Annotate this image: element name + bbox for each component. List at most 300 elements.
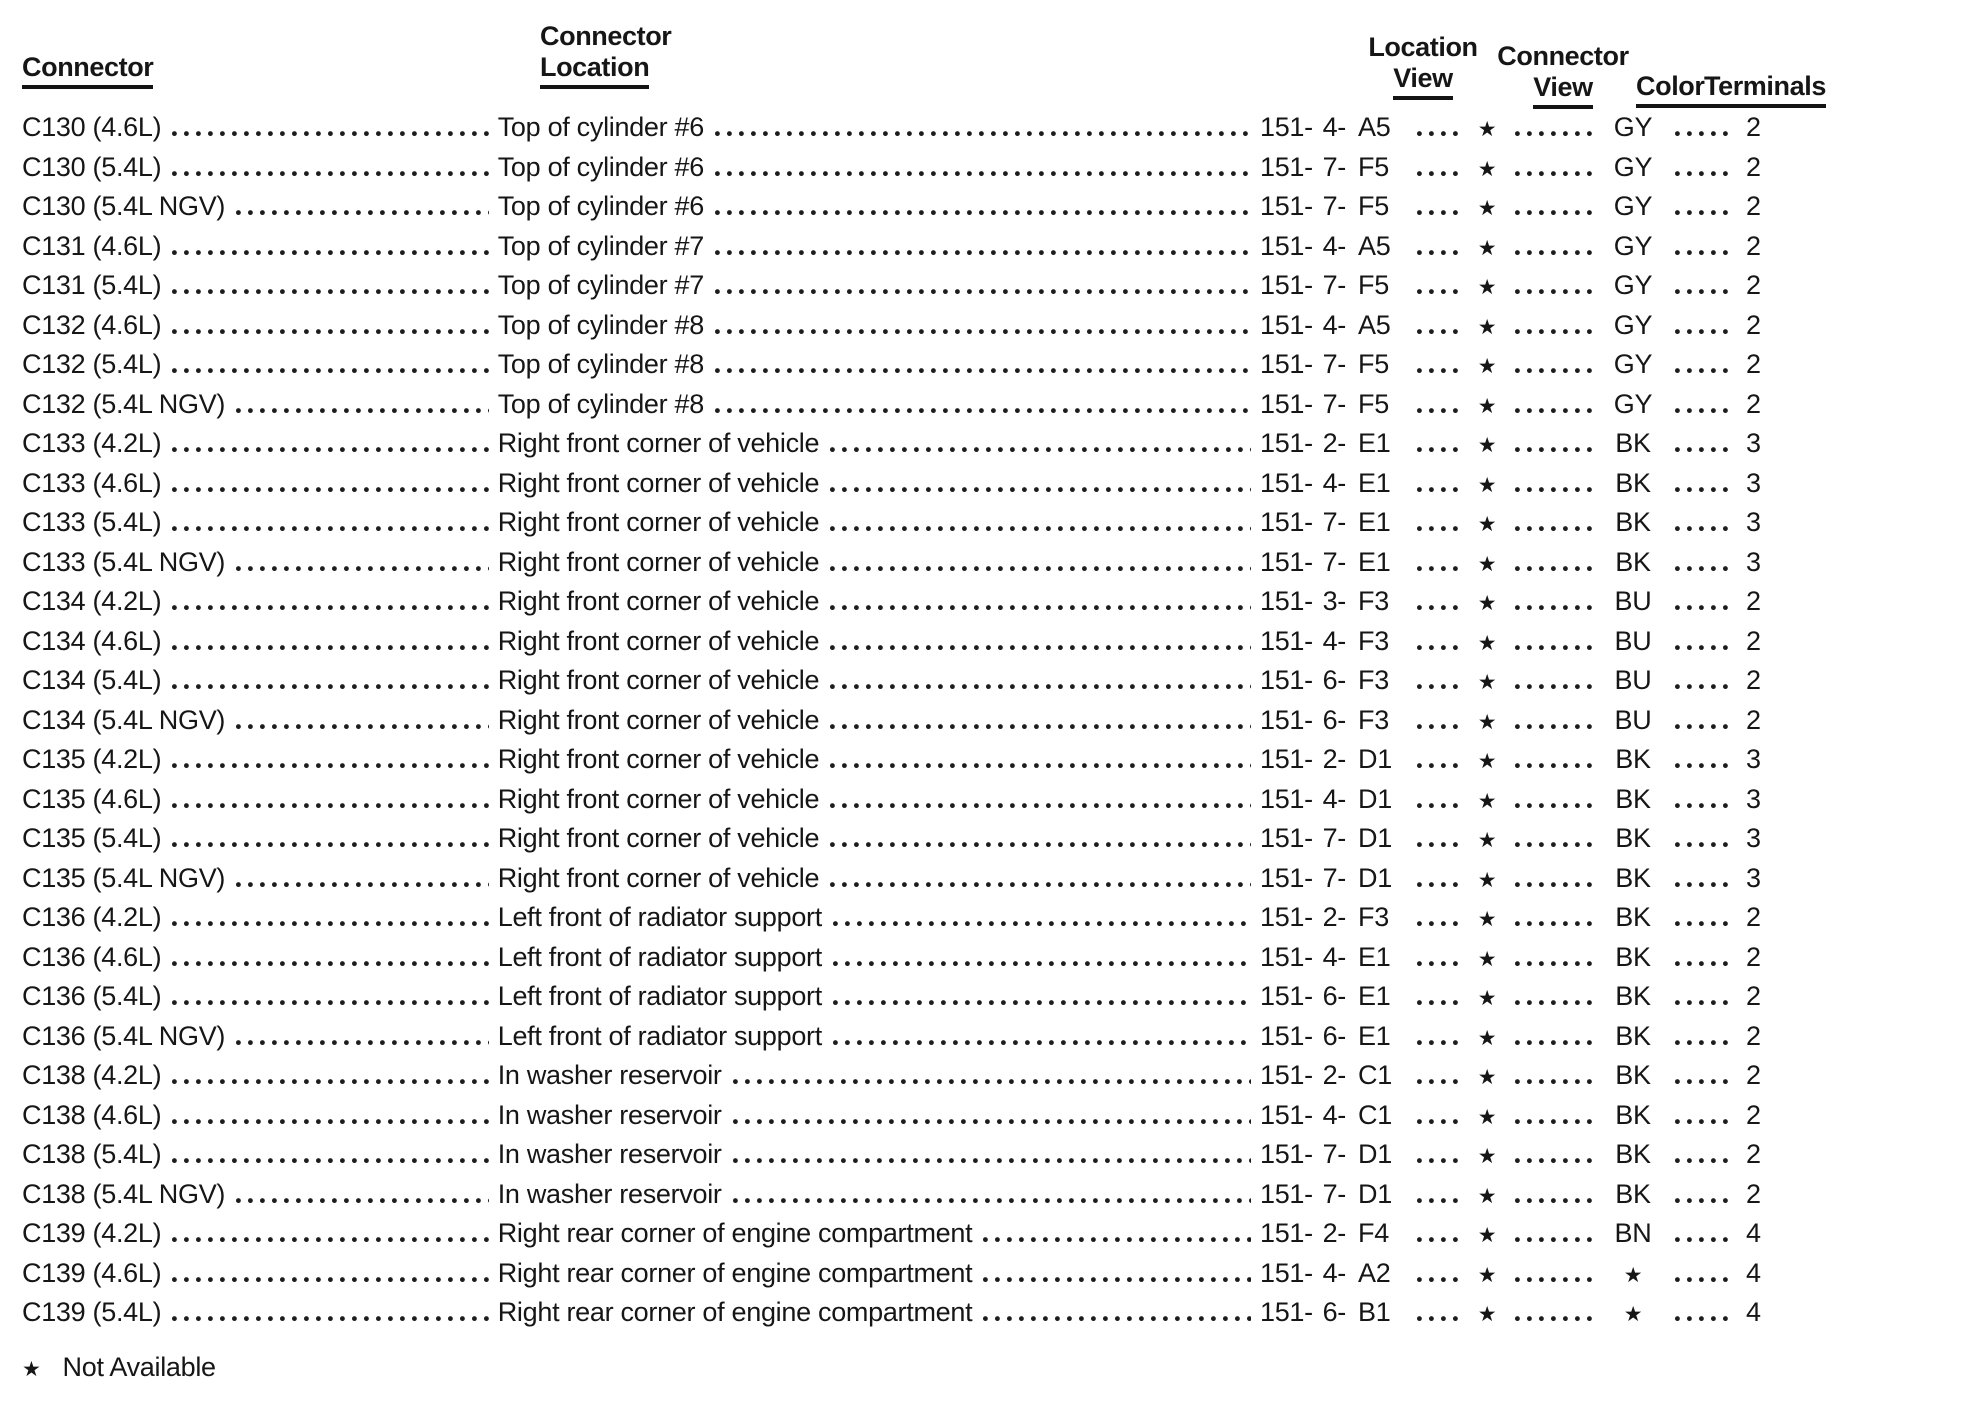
location-view-page: 151- <box>1260 783 1313 814</box>
dot-leader <box>715 171 1251 176</box>
location-view-page: 151- <box>1260 625 1313 656</box>
connector-location-cell <box>498 310 1260 341</box>
dot-leader <box>1675 368 1731 373</box>
connector-view-value: ★ <box>1477 908 1497 931</box>
terminals-value: 2 <box>1746 981 1761 1011</box>
dot-leader <box>172 250 488 255</box>
dot-leader <box>1515 724 1593 729</box>
color-value: BU <box>1614 625 1652 656</box>
dot-leader <box>715 289 1251 294</box>
terminals-value: 2 <box>1746 665 1761 695</box>
connector-cell <box>22 1218 498 1249</box>
connector-view-value: ★ <box>1477 710 1497 734</box>
dot-leader <box>1515 882 1593 887</box>
footnote-text: Not Available <box>62 1352 216 1382</box>
connector-id: C134 (4.2L) <box>22 586 162 616</box>
table-row <box>22 1297 1782 1337</box>
location-view-page: 151- <box>1260 309 1313 340</box>
connector-view-value: ★ <box>1477 829 1497 852</box>
connector-view-value: ★ <box>1477 868 1497 892</box>
location-view-page: 151- <box>1260 388 1313 419</box>
dot-leader <box>1675 803 1731 808</box>
location-view-cell: F3 <box>1358 902 1389 932</box>
color-value: BK <box>1615 862 1651 893</box>
dot-leader <box>1675 1079 1731 1084</box>
dot-leader <box>1675 763 1731 768</box>
connector-id: C136 (4.6L) <box>22 941 162 972</box>
location-view-sheet: 7- <box>1322 388 1346 419</box>
connector-id: C133 (5.4L NGV) <box>22 546 226 577</box>
location-view-page: 151- <box>1260 112 1313 142</box>
header-location-view-line1: Location <box>1368 32 1478 62</box>
header-connector-view-line2: View <box>1533 72 1592 109</box>
dot-leader <box>172 803 488 808</box>
connector-id: C134 (5.4L) <box>22 665 162 695</box>
dot-leader <box>1417 329 1461 334</box>
connector-location: Right front corner of vehicle <box>497 862 820 893</box>
connector-view-value: ★ <box>1477 1066 1497 1089</box>
dot-leader <box>1417 447 1461 452</box>
table-row <box>22 310 1782 350</box>
dot-leader <box>1675 1119 1731 1124</box>
connector-view-value: ★ <box>1477 552 1497 576</box>
connector-view-value: ★ <box>1477 1105 1497 1129</box>
location-view-page: 151- <box>1260 981 1313 1011</box>
connector-view-value: ★ <box>1477 315 1497 339</box>
terminals-value: 3 <box>1746 862 1761 893</box>
connector-location: Top of cylinder #6 <box>497 151 704 182</box>
dot-leader <box>1417 842 1461 847</box>
connector-location-cell <box>498 1258 1260 1289</box>
header-connector-view <box>1492 41 1634 109</box>
location-view-cell: D1 <box>1358 1139 1392 1169</box>
terminals-value: 2 <box>1746 1099 1761 1130</box>
dot-leader <box>1675 526 1731 531</box>
table-row <box>22 507 1782 547</box>
dot-leader <box>833 921 1251 926</box>
connector-table-body <box>22 112 1782 1337</box>
terminals-value: 2 <box>1746 1060 1761 1090</box>
connector-location-cell <box>498 586 1260 617</box>
color-value: BK <box>1615 1099 1651 1130</box>
location-view-page: 151- <box>1260 151 1313 182</box>
dot-leader <box>983 1316 1251 1321</box>
dot-leader <box>1515 1158 1593 1163</box>
color-value: BK <box>1615 783 1651 814</box>
connector-location-cell <box>498 152 1260 183</box>
dot-leader <box>1515 1277 1593 1282</box>
dot-leader <box>172 605 488 610</box>
location-view-sheet: 7- <box>1322 823 1346 853</box>
connector-id: C138 (5.4L NGV) <box>22 1178 226 1209</box>
location-view-page: 151- <box>1260 902 1313 932</box>
table-row <box>22 468 1782 508</box>
connector-location-cell <box>498 112 1260 143</box>
dot-leader <box>172 1000 488 1005</box>
dot-leader <box>830 842 1251 847</box>
terminals-value: 4 <box>1746 1257 1761 1288</box>
dot-leader <box>733 1079 1251 1084</box>
header-location-view-line2: View <box>1393 63 1452 100</box>
color-value: GY <box>1613 151 1653 182</box>
dot-leader <box>1675 1000 1731 1005</box>
connector-id: C136 (5.4L NGV) <box>22 1020 226 1051</box>
connector-view-value: ★ <box>1477 1224 1497 1247</box>
connector-cell <box>22 1297 498 1328</box>
table-row <box>22 1139 1782 1179</box>
dot-leader <box>1417 210 1461 215</box>
dot-leader <box>1417 961 1461 966</box>
connector-id: C138 (5.4L) <box>22 1139 162 1169</box>
connector-location-cell <box>498 428 1260 459</box>
dot-leader <box>172 289 488 294</box>
connector-id: C139 (4.6L) <box>22 1257 162 1288</box>
connector-location-cell <box>498 1060 1260 1091</box>
connector-location: Left front of radiator support <box>497 902 822 932</box>
location-view-cell: D1 <box>1358 823 1392 853</box>
dot-leader <box>1515 526 1593 531</box>
connector-view-value: ★ <box>1477 789 1497 813</box>
table-row <box>22 1060 1782 1100</box>
connector-location: Right front corner of vehicle <box>497 823 820 853</box>
table-row <box>22 1258 1782 1298</box>
table-row <box>22 665 1782 705</box>
dot-leader <box>172 684 488 689</box>
color-value: BK <box>1615 823 1651 853</box>
dot-leader <box>1515 487 1593 492</box>
location-view-sheet: 6- <box>1322 704 1346 735</box>
connector-id: C135 (5.4L) <box>22 823 162 853</box>
dot-leader <box>172 1316 488 1321</box>
color-value: BK <box>1615 467 1651 498</box>
terminals-value: 2 <box>1746 309 1761 340</box>
location-view-sheet: 4- <box>1322 783 1346 814</box>
connector-location-cell <box>498 705 1260 736</box>
connector-cell <box>22 705 498 736</box>
terminals-value: 2 <box>1746 1139 1761 1169</box>
dot-leader <box>172 921 488 926</box>
connector-location: Top of cylinder #8 <box>497 349 704 379</box>
dot-leader <box>1515 1316 1593 1321</box>
dot-leader <box>236 210 489 215</box>
location-view-cell: F3 <box>1358 704 1389 735</box>
dot-leader <box>1675 921 1731 926</box>
connector-cell <box>22 1139 498 1170</box>
connector-location: Top of cylinder #7 <box>497 230 704 261</box>
location-view-cell: B1 <box>1358 1297 1391 1327</box>
table-row <box>22 902 1782 942</box>
connector-location: In washer reservoir <box>497 1060 722 1090</box>
dot-leader <box>1417 250 1461 255</box>
color-value: ★ <box>1623 1263 1643 1287</box>
connector-cell <box>22 231 498 262</box>
location-view-sheet: 3- <box>1322 586 1346 616</box>
location-view-sheet: 7- <box>1322 1178 1346 1209</box>
connector-location-cell <box>498 468 1260 499</box>
dot-leader <box>1417 487 1461 492</box>
table-row <box>22 784 1782 824</box>
location-view-sheet: 4- <box>1322 230 1346 261</box>
header-connector-label: Connector <box>22 52 153 89</box>
dot-leader <box>830 645 1251 650</box>
connector-location-cell <box>498 863 1260 894</box>
terminals-value: 4 <box>1746 1297 1761 1327</box>
color-value: BK <box>1615 941 1651 972</box>
dot-leader <box>833 1040 1251 1045</box>
dot-leader <box>1515 1198 1593 1203</box>
connector-id: C135 (5.4L NGV) <box>22 862 226 893</box>
connector-id: C130 (5.4L NGV) <box>22 191 226 221</box>
table-row <box>22 744 1782 784</box>
location-view-sheet: 4- <box>1322 467 1346 498</box>
connector-view-value: ★ <box>1477 1145 1497 1168</box>
location-view-page: 151- <box>1260 428 1313 458</box>
location-view-page: 151- <box>1260 823 1313 853</box>
location-view-cell: E1 <box>1358 546 1391 577</box>
color-value: BN <box>1614 1218 1652 1248</box>
location-view-cell: E1 <box>1358 981 1391 1011</box>
color-value: GY <box>1613 309 1653 340</box>
dot-leader <box>1515 1040 1593 1045</box>
connector-location: In washer reservoir <box>497 1178 722 1209</box>
footnote-not-available <box>22 1352 216 1383</box>
table-row <box>22 112 1782 152</box>
terminals-value: 2 <box>1746 191 1761 221</box>
dot-leader <box>1417 1237 1461 1242</box>
location-view-cell: F5 <box>1358 191 1389 221</box>
connector-view-value: ★ <box>1477 118 1497 141</box>
connector-location: Top of cylinder #6 <box>497 191 704 221</box>
dot-leader <box>1675 487 1731 492</box>
connector-location: Right front corner of vehicle <box>497 546 820 577</box>
dot-leader <box>1417 1158 1461 1163</box>
dot-leader <box>172 447 488 452</box>
connector-location: Right front corner of vehicle <box>497 744 820 774</box>
connector-view-value: ★ <box>1477 434 1497 457</box>
table-row <box>22 231 1782 271</box>
header-connector <box>22 52 153 89</box>
dot-leader <box>1515 763 1593 768</box>
location-view-cell: C1 <box>1358 1099 1392 1130</box>
star-icon: ★ <box>22 1358 41 1381</box>
location-view-cell: F5 <box>1358 151 1389 182</box>
location-view-cell: F4 <box>1358 1218 1389 1248</box>
connector-location-cell <box>498 1297 1260 1328</box>
dot-leader <box>172 131 488 136</box>
location-view-sheet: 2- <box>1322 902 1346 932</box>
dot-leader <box>1417 171 1461 176</box>
location-view-page: 151- <box>1260 349 1313 379</box>
location-view-page: 151- <box>1260 1099 1313 1130</box>
connector-location: Right front corner of vehicle <box>497 586 820 616</box>
dot-leader <box>1515 645 1593 650</box>
dot-leader <box>1515 961 1593 966</box>
connector-cell <box>22 270 498 301</box>
header-terminals <box>1704 71 1826 108</box>
dot-leader <box>1417 724 1461 729</box>
header-connector-location-line2: Location <box>540 52 649 89</box>
connector-location: Right front corner of vehicle <box>497 428 820 458</box>
dot-leader <box>1417 526 1461 531</box>
dot-leader <box>1417 605 1461 610</box>
connector-id: C133 (5.4L) <box>22 507 162 537</box>
dot-leader <box>1515 1079 1593 1084</box>
connector-cell <box>22 744 498 775</box>
location-view-cell: A5 <box>1358 112 1391 142</box>
location-view-page: 151- <box>1260 191 1313 221</box>
table-row <box>22 428 1782 468</box>
connector-view-value: ★ <box>1477 1303 1497 1326</box>
dot-leader <box>1515 210 1593 215</box>
dot-leader <box>983 1237 1251 1242</box>
connector-location-cell <box>498 231 1260 262</box>
color-value: BK <box>1615 981 1651 1011</box>
connector-id: C132 (4.6L) <box>22 309 162 340</box>
color-value: BK <box>1615 744 1651 774</box>
header-connector-location <box>540 21 671 89</box>
connector-id: C134 (5.4L NGV) <box>22 704 226 735</box>
terminals-value: 2 <box>1746 1020 1761 1051</box>
connector-location-cell <box>498 784 1260 815</box>
location-view-cell: A5 <box>1358 230 1391 261</box>
connector-cell <box>22 1060 498 1091</box>
location-view-sheet: 7- <box>1322 349 1346 379</box>
terminals-value: 2 <box>1746 230 1761 261</box>
dot-leader <box>1417 1198 1461 1203</box>
connector-location: Top of cylinder #8 <box>497 388 704 419</box>
dot-leader <box>830 566 1251 571</box>
dot-leader <box>1515 250 1593 255</box>
dot-leader <box>1675 329 1731 334</box>
connector-cell <box>22 586 498 617</box>
dot-leader <box>1515 447 1593 452</box>
connector-location-cell <box>498 981 1260 1012</box>
terminals-value: 2 <box>1746 902 1761 932</box>
connector-cell <box>22 902 498 933</box>
dot-leader <box>1675 1316 1731 1321</box>
connector-id: C133 (4.6L) <box>22 467 162 498</box>
connector-location-cell <box>498 191 1260 222</box>
color-value: GY <box>1613 230 1653 261</box>
dot-leader <box>1417 131 1461 136</box>
dot-leader <box>830 763 1251 768</box>
connector-cell <box>22 863 498 894</box>
connector-location: Left front of radiator support <box>497 981 822 1011</box>
location-view-cell: C1 <box>1358 1060 1392 1090</box>
connector-location-cell <box>498 744 1260 775</box>
dot-leader <box>983 1277 1251 1282</box>
location-view-page: 151- <box>1260 1178 1313 1209</box>
dot-leader <box>236 882 489 887</box>
connector-location-cell <box>498 1139 1260 1170</box>
dot-leader <box>1675 408 1731 413</box>
dot-leader <box>1417 921 1461 926</box>
connector-cell <box>22 942 498 973</box>
location-view-sheet: 4- <box>1322 1257 1346 1288</box>
terminals-value: 2 <box>1746 151 1761 182</box>
connector-cell <box>22 112 498 143</box>
connector-view-value: ★ <box>1477 1026 1497 1050</box>
color-value: GY <box>1613 112 1653 142</box>
dot-leader <box>1515 368 1593 373</box>
dot-leader <box>1417 1040 1461 1045</box>
table-row <box>22 270 1782 310</box>
terminals-value: 2 <box>1746 941 1761 972</box>
connector-location-cell <box>498 349 1260 380</box>
location-view-sheet: 2- <box>1322 428 1346 458</box>
dot-leader <box>830 487 1251 492</box>
color-value: BK <box>1615 902 1651 932</box>
dot-leader <box>1417 289 1461 294</box>
location-view-cell: F5 <box>1358 349 1389 379</box>
table-row <box>22 823 1782 863</box>
dot-leader <box>172 1237 488 1242</box>
connector-view-value: ★ <box>1477 157 1497 181</box>
dot-leader <box>830 605 1251 610</box>
header-color <box>1636 71 1705 108</box>
header-terminals-label: Terminals <box>1704 71 1826 108</box>
dot-leader <box>1675 1158 1731 1163</box>
table-row <box>22 942 1782 982</box>
terminals-value: 2 <box>1746 349 1761 379</box>
location-view-sheet: 2- <box>1322 744 1346 774</box>
color-value: BU <box>1614 665 1652 695</box>
dot-leader <box>1675 1277 1731 1282</box>
connector-location: Right rear corner of engine compartment <box>497 1297 973 1327</box>
connector-cell <box>22 428 498 459</box>
connector-cell <box>22 389 498 420</box>
color-value: GY <box>1613 388 1653 419</box>
dot-leader <box>1515 684 1593 689</box>
location-view-page: 151- <box>1260 665 1313 695</box>
dot-leader <box>1675 131 1731 136</box>
terminals-value: 3 <box>1746 546 1761 577</box>
location-view-cell: A5 <box>1358 309 1391 340</box>
terminals-value: 2 <box>1746 625 1761 656</box>
terminals-value: 4 <box>1746 1218 1761 1248</box>
dot-leader <box>172 961 488 966</box>
connector-view-value: ★ <box>1477 947 1497 971</box>
connector-cell <box>22 823 498 854</box>
terminals-value: 2 <box>1746 388 1761 419</box>
connector-cell <box>22 310 498 341</box>
color-value: BK <box>1615 1139 1651 1169</box>
location-view-sheet: 6- <box>1322 981 1346 1011</box>
connector-cell <box>22 349 498 380</box>
dot-leader <box>1417 1316 1461 1321</box>
connector-id: C131 (5.4L) <box>22 270 162 300</box>
connector-location-cell <box>498 665 1260 696</box>
connector-id: C135 (4.2L) <box>22 744 162 774</box>
connector-location: Right front corner of vehicle <box>497 467 820 498</box>
color-value: ★ <box>1623 1303 1643 1326</box>
dot-leader <box>172 763 488 768</box>
connector-id: C132 (5.4L) <box>22 349 162 379</box>
connector-view-value: ★ <box>1477 236 1497 260</box>
connector-location-cell <box>498 507 1260 538</box>
dot-leader <box>733 1119 1251 1124</box>
location-view-page: 151- <box>1260 270 1313 300</box>
header-color-label: Color <box>1636 71 1705 108</box>
dot-leader <box>1675 447 1731 452</box>
terminals-value: 2 <box>1746 1178 1761 1209</box>
location-view-sheet: 4- <box>1322 625 1346 656</box>
dot-leader <box>830 526 1251 531</box>
dot-leader <box>236 566 489 571</box>
connector-location: Right front corner of vehicle <box>497 665 820 695</box>
connector-view-value: ★ <box>1477 276 1497 299</box>
dot-leader <box>1417 408 1461 413</box>
